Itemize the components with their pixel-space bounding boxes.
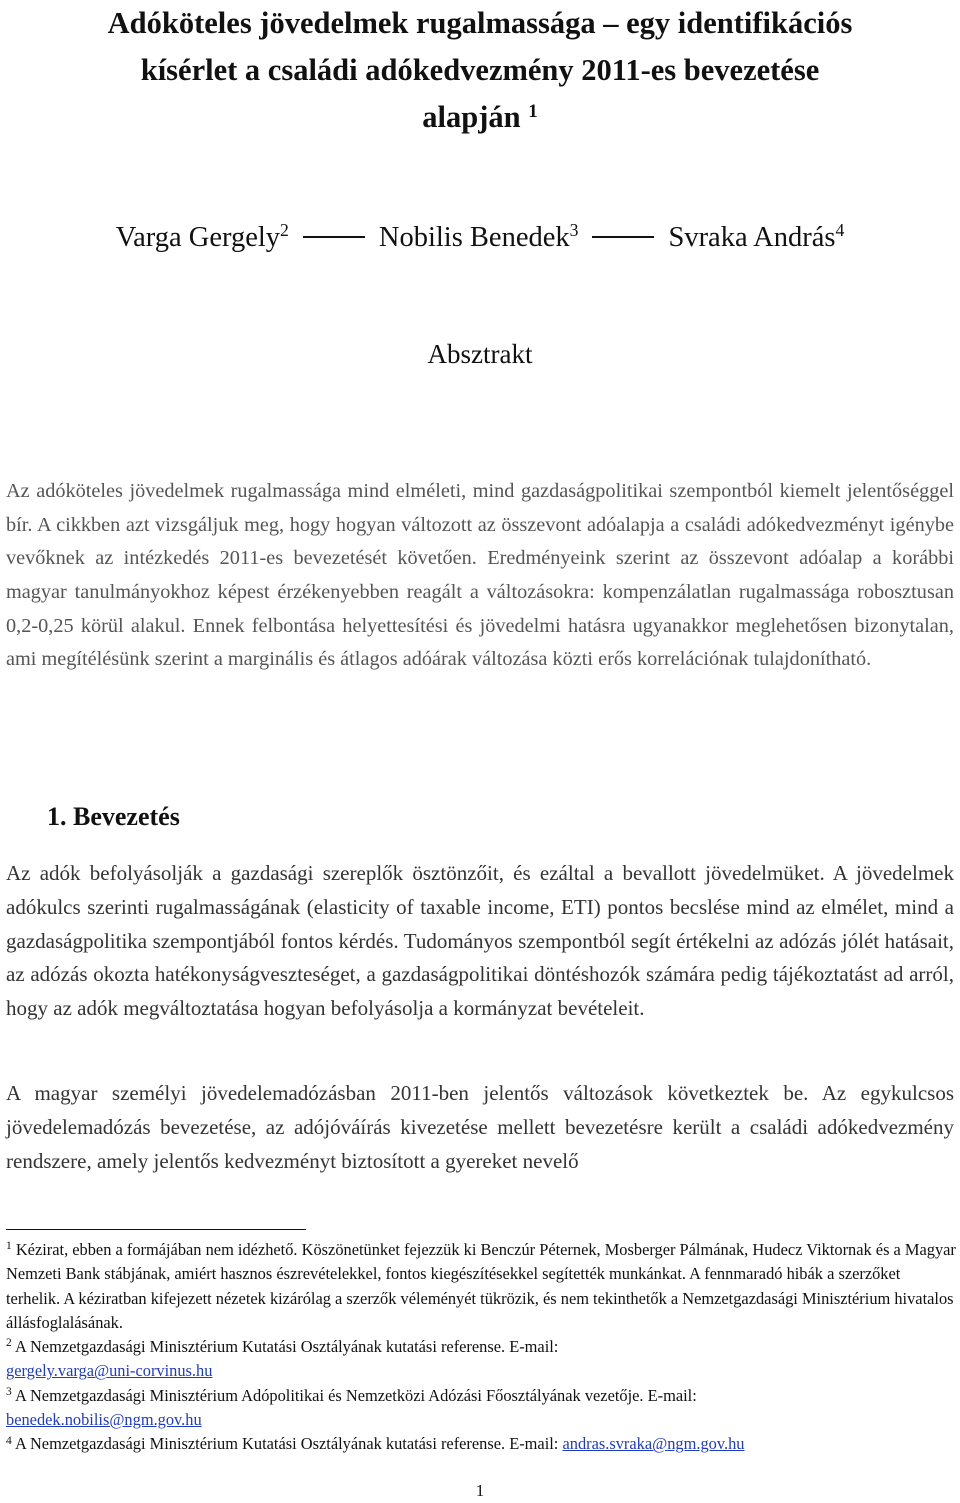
email-link-varga[interactable]: gergely.varga@uni-corvinus.hu — [6, 1361, 213, 1381]
title-footnote-mark: 1 — [528, 100, 538, 122]
footnote-2 — [6, 1335, 956, 1384]
body-paragraph-2: A magyar személyi jövedelemadózásban 2011-ben jelentős változások következtek be. Az egykulcsos jövedelemadózás bevezetése, az adójóváírás kivezetése mellett bevezetésre került a családi adókedvezmény rendszere, amely jelentős kedvezményt biztosított a gyereket nevelő — [6, 1081, 954, 1173]
email-link-svraka[interactable]: andras.svraka@ngm.gov.hu — [562, 1434, 745, 1454]
author-3-mark: 4 — [835, 220, 845, 241]
footnote-2-mark: 2 — [6, 1337, 12, 1350]
author-1-mark: 2 — [280, 220, 289, 241]
footnote-separator — [6, 1229, 306, 1230]
page-number: 1 — [475, 1481, 485, 1500]
author-2-mark: 3 — [569, 220, 579, 241]
footnote-3-mark: 3 — [6, 1386, 12, 1399]
email-link-nobilis[interactable]: benedek.nobilis@ngm.gov.hu — [6, 1410, 202, 1430]
author-list — [0, 216, 960, 260]
author-3-name: Svraka András — [668, 222, 836, 253]
title-line-3 — [0, 94, 960, 141]
author-2-name: Nobilis Benedek — [378, 222, 570, 253]
footnotes — [6, 1238, 956, 1457]
footnote-4 — [6, 1432, 956, 1456]
abstract-text: Az adóköteles jövedelmek rugalmassága mind elméleti, mind gazdaságpolitikai szempontból kiemelt jelentőséggel bír. A cikkben azt vizsgáljuk meg, hogy hogyan változott az összevont adóalapja a családi adókedvezményt igénybe vevőknek az intézkedés 2011-es bevezetését követően. Eredményeink szerint az összevont adóalap a korábbi magyar tanulmányokhoz képest érzékenyebben reagált a változásokra: kompenzálatlan rugalmassága robosztusan 0,2-0,25 körül alakul. Ennek felbontása helyettesítési és jövedelmi hatásra ugyanakkor meglehetősen bizonytalan, ami megítélésünk szerint a marginális és átlagos adóárak változása közti erős korrelációnak tulajdonítható. — [6, 480, 954, 671]
author-2 — [379, 222, 579, 253]
paper-title — [0, 0, 960, 141]
author-1-name: Varga Gergely — [115, 222, 281, 253]
footnote-3 — [6, 1384, 956, 1433]
footnote-4-mark: 4 — [6, 1434, 12, 1447]
author-separator — [592, 236, 654, 238]
footnote-3-text: A Nemzetgazdasági Minisztérium Adópolitikai és Nemzetközi Adózási Főosztályának vezetője. E-mail: — [14, 1385, 697, 1405]
footnote-4-text: A Nemzetgazdasági Minisztérium Kutatási Osztályának kutatási referense. E-mail: — [14, 1434, 559, 1454]
title-line-3-text: alapján — [422, 100, 521, 134]
abstract-heading: Absztrakt — [427, 339, 533, 369]
title-line-1: Adóköteles jövedelmek rugalmassága – egy identifikációs — [107, 6, 853, 40]
author-3 — [668, 222, 844, 253]
author-1 — [116, 222, 289, 253]
footnote-2-text: A Nemzetgazdasági Minisztérium Kutatási Osztályának kutatási referense. E-mail: — [14, 1337, 559, 1357]
footnote-1 — [6, 1238, 956, 1335]
section-heading: 1. Bevezetés — [47, 802, 180, 831]
author-separator — [303, 236, 365, 238]
footnote-1-text: Kézirat, ebben a formájában nem idézhető. Köszönetünket fejezzük ki Benczúr Péternek, Mosberger Pálmának, Hudecz Viktornak és a Magyar Nemzeti Bank stábjának, amiért hasznos észrevételekkel, fontos kiegészítésekkel segítették munkánkat. A fennmaradó hibák a szerzőket terhelik. A kéziratban kifejezett nézetek kizárólag a szerzők véleményét tükrözik, és nem tekinthetők a Nemzetgazdasági Minisztérium hivatalos állásfoglalásának. — [6, 1240, 956, 1332]
footnote-1-mark: 1 — [6, 1240, 12, 1253]
body-paragraph-1: Az adók befolyásolják a gazdasági szereplők ösztönzőit, és ezáltal a bevallott jövedelmüket. A jövedelmek adókulcs szerinti rugalmasságának (elasticity of taxable income, ETI) pontos becslése mind az elmélet, mind a gazdaságpolitika szempontjából fontos kérdés. Tudományos szempontból segít értékelni az adózás jólét hatásait, az adózás okozta hatékonyságveszteséget, a gazdaságpolitikai döntéshozók számára pedig tájékoztatást ad arról, hogy az adók megváltoztatása hogyan befolyásolja a kormányzat bevételeit. — [6, 861, 954, 1021]
title-line-2: kísérlet a családi adókedvezmény 2011-es bevezetése — [140, 53, 820, 87]
